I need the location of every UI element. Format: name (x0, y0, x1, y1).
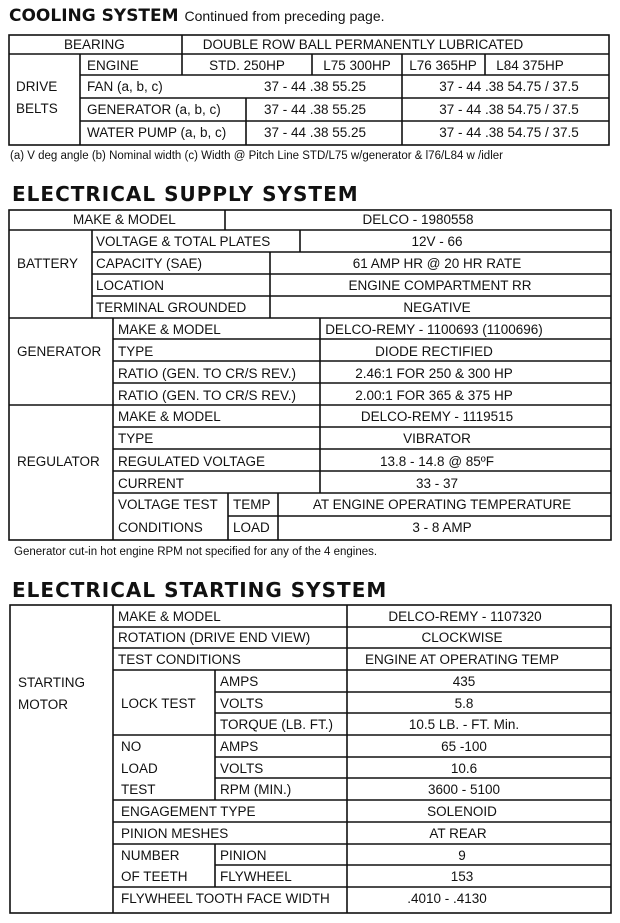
rotation-label: ROTATION (DRIVE END VIEW) (118, 630, 311, 645)
fan-high-value: 37 - 44 .38 54.75 / 37.5 (439, 79, 579, 94)
electrical-starting-heading: ELECTRICAL STARTING SYSTEM (12, 578, 388, 602)
load-label: LOAD (233, 520, 270, 535)
no-load-rpm-label: RPM (MIN.) (220, 782, 292, 797)
generator-ratio-2-value: 2.00:1 FOR 365 & 375 HP (355, 388, 513, 403)
battery-voltage-value: 12V - 66 (411, 234, 463, 249)
regulator-current-label: CURRENT (118, 476, 184, 491)
lock-test-label: LOCK TEST (121, 696, 196, 711)
regulated-voltage-label: REGULATED VOLTAGE (118, 454, 266, 469)
number-label: NUMBER (121, 848, 180, 863)
fan-label: FAN (a, b, c) (87, 79, 163, 94)
drive-label: DRIVE (16, 79, 58, 94)
regulator-type-label: TYPE (118, 431, 154, 446)
bearing-value: DOUBLE ROW BALL PERMANENTLY LUBRICATED (202, 37, 524, 52)
water-pump-std-value: 37 - 44 .38 55.25 (263, 125, 367, 140)
generator-make-model-label: MAKE & MODEL (118, 322, 221, 337)
no-load-word-test: TEST (121, 782, 156, 797)
regulator-make-model-value: DELCO-REMY - 1119515 (360, 409, 514, 424)
rotation-value: CLOCKWISE (421, 630, 503, 645)
lock-volts-label: VOLTS (220, 696, 264, 711)
engagement-type-label: ENGAGEMENT TYPE (121, 804, 256, 819)
engagement-type-value: SOLENOID (427, 804, 497, 819)
starter-make-model-label: MAKE & MODEL (118, 609, 221, 624)
generator-make-model-value: DELCO-REMY - 1100693 (1100696) (325, 322, 543, 337)
pinion-teeth-label: PINION (220, 848, 267, 863)
engine-l76-365hp: L76 365HP (409, 58, 477, 73)
battery-terminal-value: NEGATIVE (403, 300, 471, 315)
test-conditions-value: ENGINE AT OPERATING TEMP (364, 652, 560, 667)
lock-amps-value: 435 (452, 674, 476, 689)
generator-belt-high-value: 37 - 44 .38 54.75 / 37.5 (439, 102, 579, 117)
lock-amps-label: AMPS (220, 674, 259, 689)
generator-ratio-2-label: RATIO (GEN. TO CR/S REV.) (118, 388, 297, 403)
regulator-type-value: VIBRATOR (403, 431, 471, 446)
battery-capacity-value: 61 AMP HR @ 20 HR RATE (352, 256, 522, 271)
engine-l84-375hp: L84 375HP (496, 58, 564, 73)
no-load-volts-label: VOLTS (220, 761, 264, 776)
fan-std-value: 37 - 44 .38 55.25 (263, 79, 367, 94)
pinion-meshes-label: PINION MESHES (121, 826, 229, 841)
generator-type-label: TYPE (118, 344, 154, 359)
lock-torque-label: TORQUE (LB. FT.) (220, 717, 334, 732)
regulator-label: REGULATOR (17, 454, 100, 469)
temp-value: AT ENGINE OPERATING TEMPERATURE (312, 497, 572, 512)
battery-label: BATTERY (17, 256, 79, 271)
voltage-test-label: VOLTAGE TEST (118, 497, 218, 512)
test-conditions-label: TEST CONDITIONS (118, 652, 241, 667)
regulator-make-model-label: MAKE & MODEL (118, 409, 221, 424)
load-value: 3 - 8 AMP (412, 520, 472, 535)
tooth-face-width-label: FLYWHEEL TOOTH FACE WIDTH (121, 891, 330, 906)
electrical-supply-heading: ELECTRICAL SUPPLY SYSTEM (12, 182, 359, 206)
starting-label: STARTING (18, 675, 86, 690)
cooling-continued-note: Continued from preceding page. (184, 8, 385, 24)
no-load-amps-label: AMPS (220, 739, 259, 754)
lock-volts-value: 5.8 (454, 696, 474, 711)
generator-label: GENERATOR (17, 344, 102, 359)
bearing-label: BEARING (64, 37, 125, 52)
generator-belt-std-value: 37 - 44 .38 55.25 (263, 102, 367, 117)
battery-terminal-label: TERMINAL GROUNDED (96, 300, 247, 315)
of-teeth-label: OF TEETH (121, 869, 188, 884)
regulated-voltage-value: 13.8 - 14.8 @ 85ºF (380, 454, 494, 469)
water-pump-high-value: 37 - 44 .38 54.75 / 37.5 (439, 125, 579, 140)
pinion-meshes-value: AT REAR (429, 826, 487, 841)
cooling-footnote: (a) V deg angle (b) Nominal width (c) Width @ Pitch Line STD/L75 w/generator & l76/L84 w /idler (10, 150, 503, 162)
battery-location-label: LOCATION (96, 278, 165, 293)
supply-footnote: Generator cut-in hot engine RPM not specified for any of the 4 engines. (14, 546, 378, 558)
no-load-word-no: NO (121, 739, 142, 754)
tooth-face-width-value: .4010 - .4130 (407, 891, 487, 906)
water-pump-label: WATER PUMP (a, b, c) (87, 125, 227, 140)
battery-voltage-label: VOLTAGE & TOTAL PLATES (96, 234, 271, 249)
lock-torque-value: 10.5 LB. - FT. Min. (408, 717, 520, 732)
flywheel-teeth-label: FLYWHEEL (220, 869, 292, 884)
generator-belt-label: GENERATOR (a, b, c) (87, 102, 221, 117)
no-load-volts-value: 10.6 (450, 761, 478, 776)
supply-make-model-value: DELCO - 1980558 (362, 212, 474, 227)
battery-location-value: ENGINE COMPARTMENT RR (348, 278, 532, 293)
supply-make-model-label: MAKE & MODEL (73, 212, 176, 227)
no-load-word-load: LOAD (121, 761, 158, 776)
no-load-amps-value: 65 -100 (441, 739, 487, 754)
engine-label: ENGINE (87, 58, 139, 73)
engine-std-250hp: STD. 250HP (209, 58, 285, 73)
cooling-system-heading (9, 6, 385, 26)
regulator-current-value: 33 - 37 (415, 476, 459, 491)
generator-type-value: DIODE RECTIFIED (375, 344, 493, 359)
engine-l75-300hp: L75 300HP (323, 58, 391, 73)
generator-ratio-1-value: 2.46:1 FOR 250 & 300 HP (355, 366, 513, 381)
pinion-teeth-value: 9 (458, 848, 466, 863)
motor-label: MOTOR (18, 697, 68, 712)
cooling-title: COOLING SYSTEM (9, 6, 179, 26)
starter-make-model-value: DELCO-REMY - 1107320 (388, 609, 542, 624)
temp-label: TEMP (233, 497, 271, 512)
generator-ratio-1-label: RATIO (GEN. TO CR/S REV.) (118, 366, 297, 381)
flywheel-teeth-value: 153 (450, 869, 474, 884)
no-load-rpm-value: 3600 - 5100 (427, 782, 501, 797)
conditions-label: CONDITIONS (118, 520, 203, 535)
belts-label: BELTS (16, 101, 58, 116)
battery-capacity-label: CAPACITY (SAE) (96, 256, 203, 271)
